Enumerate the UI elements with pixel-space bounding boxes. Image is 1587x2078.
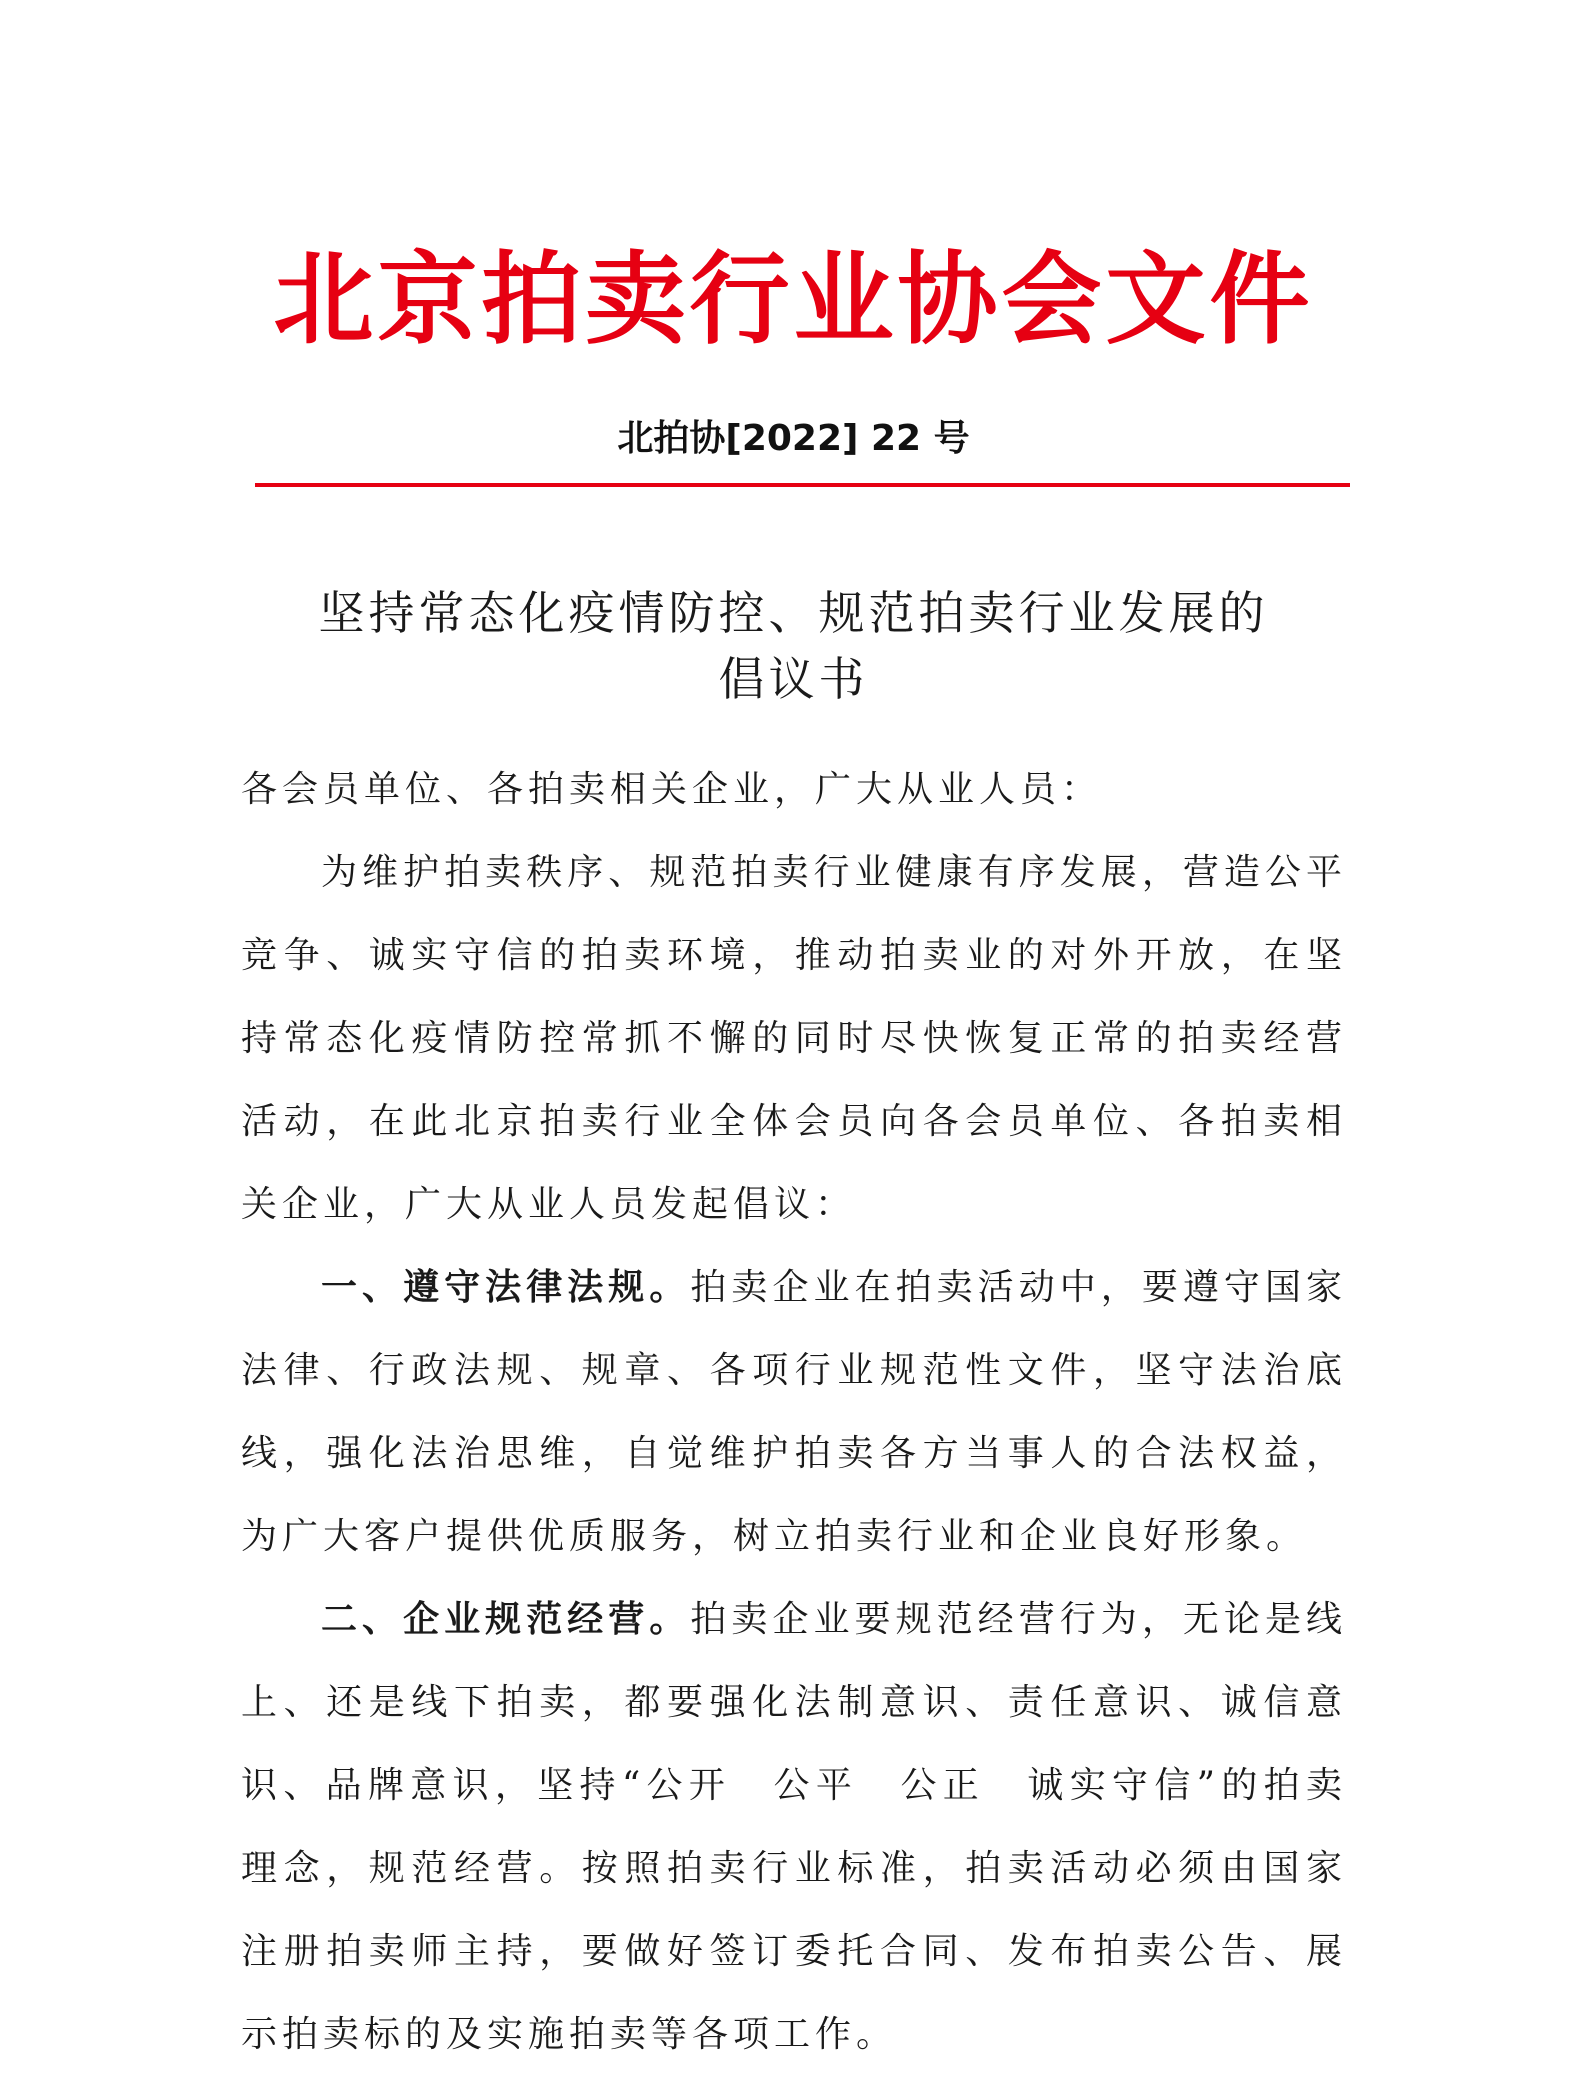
document-body xyxy=(241,748,1347,2076)
section-heading-1: 一、遵守法律法规。 xyxy=(321,1267,691,1308)
section-paragraph-1 xyxy=(241,1246,1347,1578)
section-paragraph-2 xyxy=(241,1578,1347,2076)
org-document-header: 北京拍卖行业协会文件 xyxy=(273,241,1314,358)
document-number: 北拍协[2022] 22 号 xyxy=(617,418,970,459)
document-title xyxy=(240,580,1347,712)
intro-paragraph: 为维护拍卖秩序、规范拍卖行业健康有序发展，营造公平竞争、诚实守信的拍卖环境，推动拍卖业的对外开放，在坚持常态化疫情防控常抓不懈的同时尽快恢复正常的拍卖经营活动，在此北京拍卖行业全体会员向各会员单位、各拍卖相关企业，广大从业人员发起倡议： xyxy=(241,852,1347,1225)
section-heading-2: 二、企业规范经营。 xyxy=(321,1599,691,1640)
document-title-line-2: 倡议书 xyxy=(718,652,869,706)
header-divider xyxy=(255,483,1350,487)
salutation: 各会员单位、各拍卖相关企业，广大从业人员： xyxy=(241,769,1103,810)
section-text-1: 拍卖企业在拍卖活动中，要遵守国家法律、行政法规、规章、各项行业规范性文件，坚守法治底线，强化法治思维，自觉维护拍卖各方当事人的合法权益，为广大客户提供优质服务，树立拍卖行业和企业良好形象。 xyxy=(241,1267,1347,1557)
section-text-2: 拍卖企业要规范经营行为，无论是线上、还是线下拍卖，都要强化法制意识、责任意识、诚信意识、品牌意识，坚持“公开 公平 公正 诚实守信”的拍卖理念，规范经营。按照拍卖行业标准，拍卖活动必须由国家注册拍卖师主持，要做好签订委托合同、发布拍卖公告、展示拍卖标的及实施拍卖等各项工作。 xyxy=(241,1599,1347,2055)
document-title-line-1: 坚持常态化疫情防控、规范拍卖行业发展的 xyxy=(318,586,1269,640)
